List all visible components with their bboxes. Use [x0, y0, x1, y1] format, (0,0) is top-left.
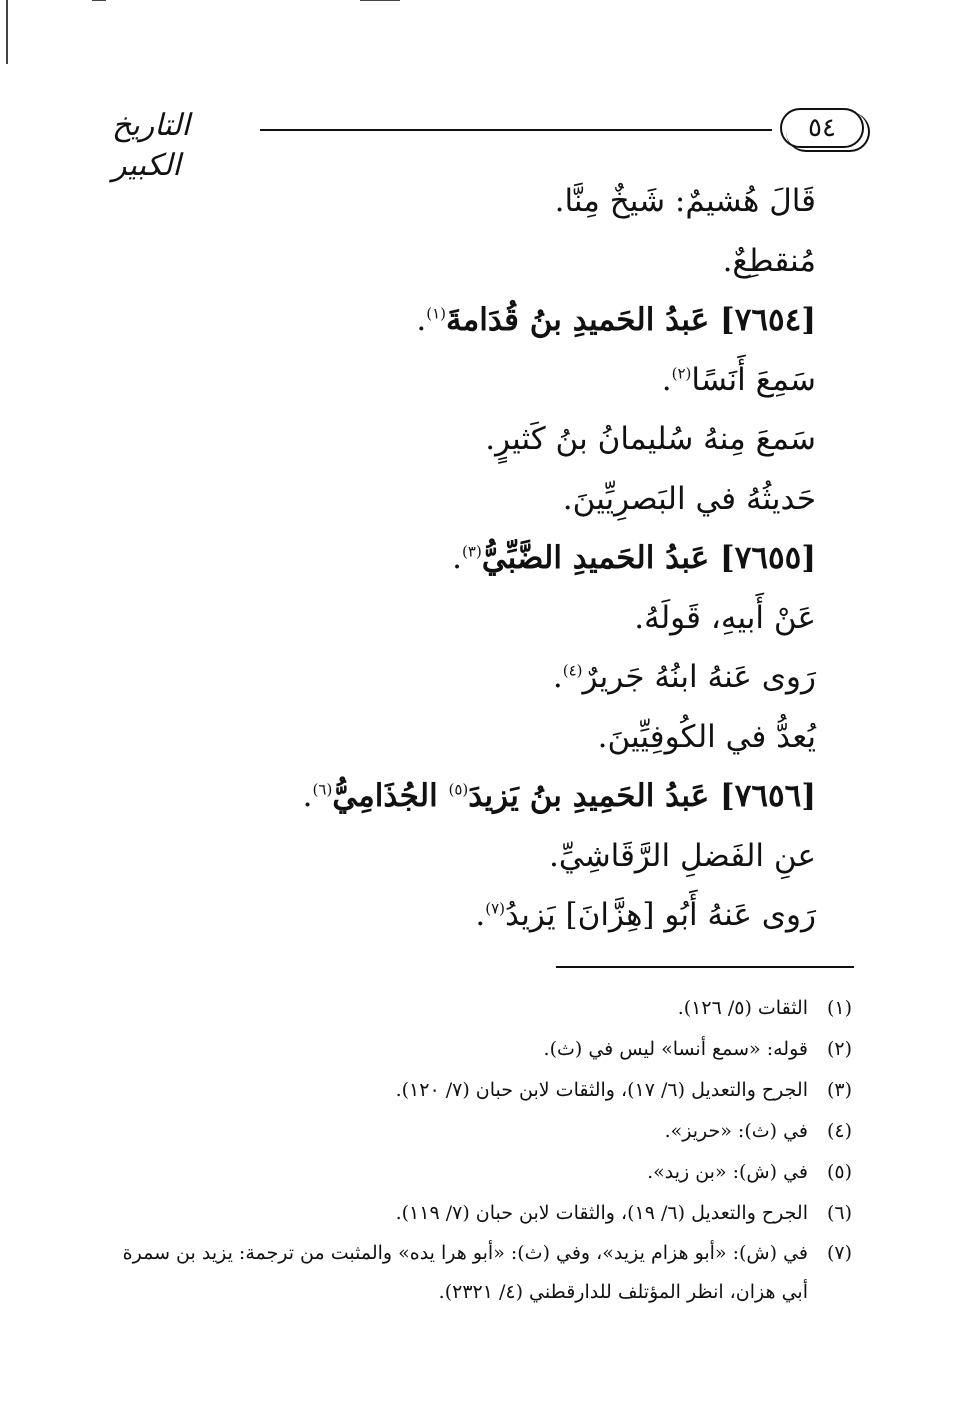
footnote-number: (١) — [826, 997, 852, 1019]
scan-edge-mark — [92, 0, 106, 1]
footnote-text: قوله: «سمع أنسا» ليس في (ث). — [543, 1038, 808, 1060]
line-text: مُنقطِعٌ. — [722, 242, 816, 279]
text-line — [116, 648, 816, 708]
line-tail: . — [452, 540, 463, 576]
line-text: رَوى عَنهُ ابنُهُ جَريرٌ — [582, 659, 816, 695]
line-text: عَنْ أَبيهِ، قَولَهُ. — [634, 599, 816, 636]
scan-edge-mark — [6, 0, 8, 64]
footnote-ref: (٤) — [562, 661, 583, 680]
line-text: رَوى عَنهُ أَبُو [هِزَّانَ] يَزيدُ — [505, 897, 816, 933]
text-line — [116, 172, 816, 232]
text-line — [116, 589, 816, 649]
footnote-ref: (٥) — [448, 780, 469, 799]
page-number: ٥٤ — [780, 108, 864, 148]
footnote-number: (٦) — [826, 1202, 852, 1224]
line-text: سَمعَ مِنهُ سُليمانُ بنُ كَثيرٍ. — [485, 421, 816, 457]
line-tail: . — [552, 659, 563, 695]
entry-title: [٧٦٥٥] عَبدُ الحَميدِ الضَّبِّيُّ — [481, 540, 816, 576]
running-title: التاريخ الكبير — [112, 108, 190, 183]
footnote-number: (٥) — [826, 1161, 852, 1183]
footnote-text: في (ش): «أبو هزام يزيد»، وفي (ث): «أبو هرا يده» والمثبت من ترجمة: يزيد بن سمرة أبي هزان، انظر المؤتلف للدارقطني (٤/ ٢٣٢١). — [122, 1242, 808, 1303]
page-header — [112, 100, 872, 183]
footnote-text: الجرح والتعديل (٦/ ١٧)، والثقات لابن حبان (٧/ ١٢٠). — [395, 1079, 808, 1101]
footnote-number: (٢) — [826, 1038, 852, 1060]
footnote-ref: (٢) — [671, 364, 692, 383]
footnote — [92, 988, 852, 1029]
text-line — [116, 708, 816, 768]
main-text — [116, 172, 816, 946]
entry-heading — [116, 291, 816, 351]
entry-heading — [116, 767, 816, 827]
footnote-text: الجرح والتعديل (٦/ ١٩)، والثقات لابن حبان (٧/ ١١٩). — [395, 1202, 808, 1224]
footnote-ref: (٣) — [462, 542, 482, 561]
footnote — [92, 1111, 852, 1152]
footnote — [92, 1152, 852, 1193]
line-tail: . — [416, 302, 427, 338]
text-line — [116, 232, 816, 292]
footnote-divider — [556, 966, 854, 968]
footnote-text: الثقات (٥/ ١٢٦). — [677, 997, 808, 1019]
text-line — [116, 351, 816, 411]
line-text: يُعدُّ في الكُوفِيِّينَ. — [597, 718, 816, 755]
line-tail: . — [302, 778, 313, 814]
footnotes — [92, 988, 852, 1312]
scan-edge-mark — [360, 0, 400, 1]
line-text: سَمِعَ أَنَسًا — [691, 361, 816, 398]
footnote — [92, 1029, 852, 1070]
footnote — [92, 1070, 852, 1111]
text-line — [116, 410, 816, 470]
footnote-number: (٧) — [826, 1242, 852, 1264]
entry-heading — [116, 529, 816, 589]
footnote-text: في (ث): «حريز». — [664, 1120, 808, 1142]
entry-title: [٧٦٥٤] عَبدُ الحَميدِ بنُ قُدَامةَ — [445, 302, 816, 338]
text-line — [116, 886, 816, 946]
line-text: قَالَ هُشيمٌ: شَيخٌ مِنَّا. — [554, 183, 816, 219]
line-text: عنِ الفَضلِ الرَّقَاشِيِّ. — [549, 837, 816, 874]
footnote-number: (٤) — [826, 1120, 852, 1142]
entry-title-nisba: الجُذَامِيُّ — [332, 778, 449, 814]
text-line — [116, 827, 816, 887]
footnote-number: (٣) — [826, 1079, 852, 1101]
footnote-ref: (١) — [426, 304, 446, 323]
line-tail: . — [661, 361, 672, 398]
entry-title: [٧٦٥٦] عَبدُ الحَمِيدِ بنُ يَزيدَ — [468, 778, 816, 814]
footnote-text: في (ش): «بن زيد». — [647, 1161, 808, 1183]
footnote-ref: (٧) — [485, 899, 505, 918]
header-rule — [260, 129, 772, 131]
text-line — [116, 470, 816, 530]
footnote — [92, 1193, 852, 1234]
footnote — [92, 1234, 852, 1312]
footnote-ref: (٦) — [312, 780, 333, 799]
line-text: حَديثُهُ في البَصرِيِّينَ. — [562, 480, 816, 517]
line-tail: . — [475, 897, 486, 933]
